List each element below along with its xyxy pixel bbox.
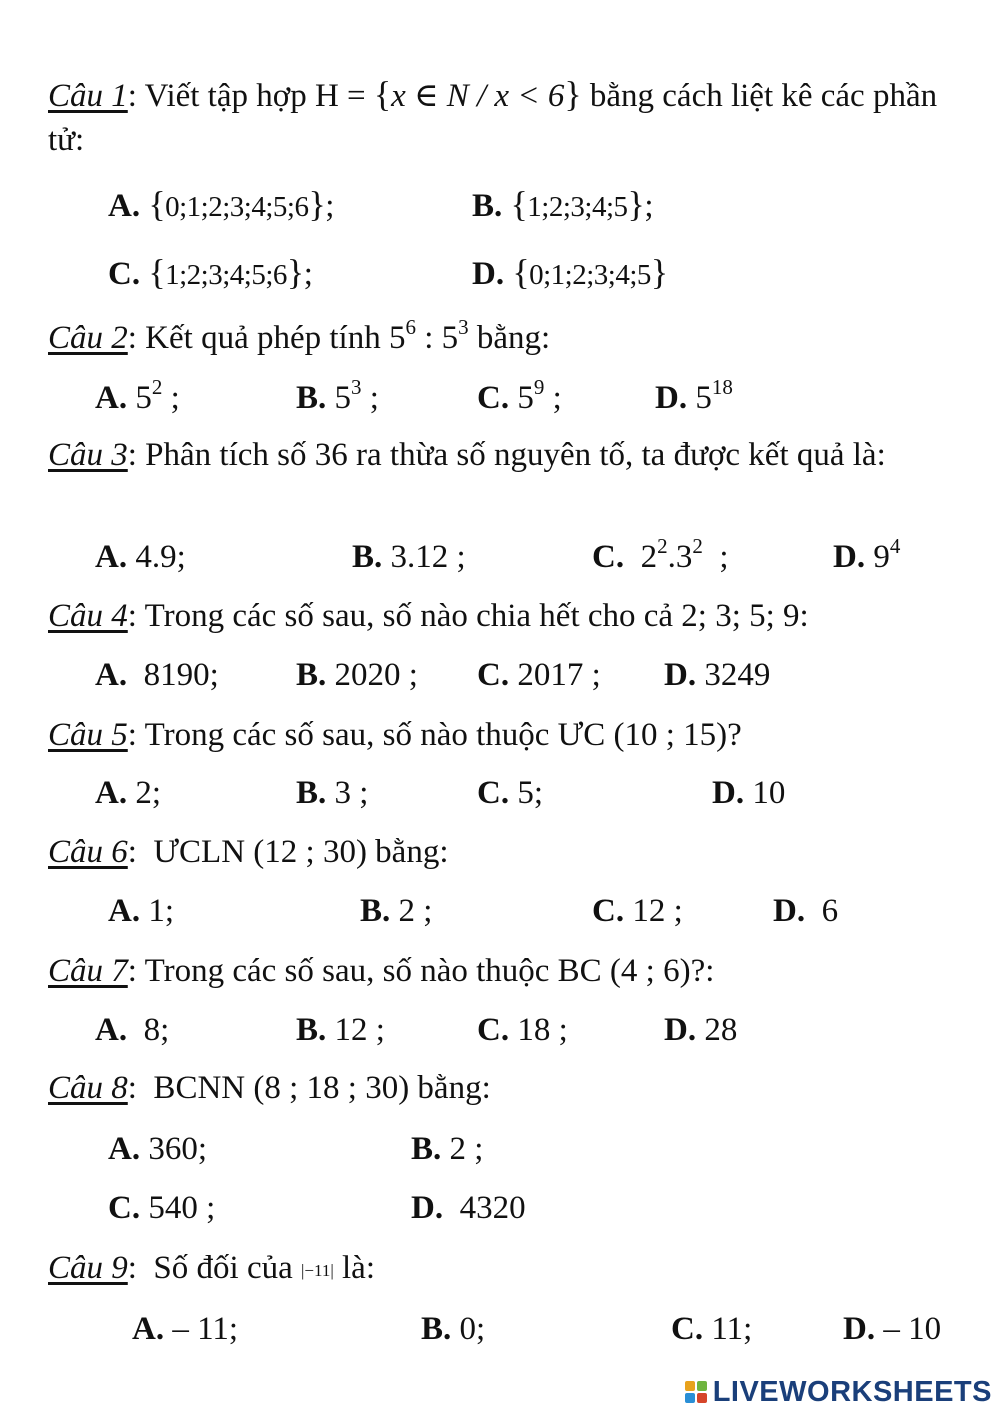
exponent: 6 xyxy=(405,315,416,339)
option-letter: B. xyxy=(296,380,327,416)
question-text: : Viết tập hợp xyxy=(127,78,315,114)
option-letter: C. xyxy=(108,256,141,292)
question-text: : BCNN (8 ; 18 ; 30) bằng: xyxy=(127,1070,491,1106)
option-c[interactable] xyxy=(592,889,683,933)
option-letter: B. xyxy=(472,188,503,224)
option-letter: A. xyxy=(95,1012,128,1048)
option-suffix: ; xyxy=(162,380,180,416)
option-suffix: ; xyxy=(544,380,562,416)
logo-square xyxy=(697,1393,707,1403)
exponent: 18 xyxy=(711,375,733,399)
option-letter: A. xyxy=(95,380,128,416)
option-base: 5 xyxy=(135,380,152,416)
option-c[interactable] xyxy=(477,376,562,420)
option-letter: C. xyxy=(671,1311,704,1347)
brace-close: } xyxy=(564,74,582,114)
option-value: 28 xyxy=(704,1012,738,1048)
question-4 xyxy=(48,594,968,638)
option-b[interactable] xyxy=(352,535,466,579)
option-value: 2; xyxy=(135,775,162,811)
absolute-value-expression: |−11| xyxy=(301,1261,334,1280)
option-letter: C. xyxy=(477,380,510,416)
option-letter: D. xyxy=(712,775,745,811)
option-letter: D. xyxy=(833,539,866,575)
option-letter: B. xyxy=(296,657,327,693)
option-value: 360; xyxy=(148,1131,208,1167)
option-d[interactable] xyxy=(833,535,900,579)
option-d[interactable] xyxy=(664,1008,737,1052)
option-d[interactable] xyxy=(773,889,838,933)
question-5 xyxy=(48,713,968,757)
question-label: Câu 7 xyxy=(48,953,128,989)
option-value: 12 ; xyxy=(334,1012,385,1048)
option-letter: B. xyxy=(296,775,327,811)
option-value: 1; xyxy=(148,893,175,929)
question-label: Câu 6 xyxy=(48,834,128,870)
option-b[interactable] xyxy=(296,376,379,420)
option-b[interactable] xyxy=(472,182,653,229)
question-text: : Số đối của xyxy=(127,1250,301,1286)
option-letter: D. xyxy=(472,256,505,292)
exponent: 3 xyxy=(351,375,362,399)
question-text: : 5 xyxy=(415,320,459,356)
question-1 xyxy=(48,72,968,162)
brand-name: LIVEWORKSHEETS xyxy=(712,1375,992,1408)
set-definition xyxy=(314,74,582,114)
question-label: Câu 5 xyxy=(48,717,128,753)
option-value: 1;2;3;4;5 xyxy=(527,191,628,223)
option-value: 8190; xyxy=(143,657,219,693)
exponent: 4 xyxy=(889,534,901,558)
option-value: 2017 ; xyxy=(517,657,601,693)
option-value: 12 ; xyxy=(632,893,683,929)
question-text: : Phân tích số 36 ra thừa số nguyên tố, ta được kết quả là: xyxy=(127,437,886,473)
option-letter: A. xyxy=(108,1131,141,1167)
logo-square xyxy=(685,1381,695,1391)
option-value: .3 xyxy=(667,539,693,575)
option-a[interactable] xyxy=(95,376,180,420)
option-c[interactable] xyxy=(108,250,313,297)
option-value: 0;1;2;3;4;5;6 xyxy=(165,191,309,223)
option-letter: B. xyxy=(352,539,383,575)
option-d[interactable] xyxy=(843,1307,941,1351)
option-value: 0; xyxy=(459,1311,486,1347)
option-set: {1;2;3;4;5;6} xyxy=(148,252,304,292)
question-text: : Kết quả phép tính 5 xyxy=(127,320,406,356)
option-base: 9 xyxy=(873,539,890,575)
option-letter: D. xyxy=(411,1190,444,1226)
option-suffix: ; xyxy=(702,539,729,575)
exponent: 9 xyxy=(533,375,545,399)
option-letter: B. xyxy=(411,1131,442,1167)
set-name: H = xyxy=(314,78,374,114)
question-text: : Trong các số sau, số nào thuộc ƯC (10 ; 15)? xyxy=(127,717,742,753)
option-letter: B. xyxy=(296,1012,327,1048)
option-d[interactable] xyxy=(411,1186,526,1230)
option-b[interactable] xyxy=(296,771,368,815)
option-c[interactable] xyxy=(477,653,601,697)
option-value: 0;1;2;3;4;5 xyxy=(529,259,651,291)
question-6 xyxy=(48,830,968,874)
question-8 xyxy=(48,1066,968,1110)
question-label: Câu 8 xyxy=(48,1070,128,1106)
option-value: 8; xyxy=(143,1012,170,1048)
question-label: Câu 3 xyxy=(48,437,128,473)
question-9 xyxy=(48,1246,968,1293)
option-c[interactable] xyxy=(671,1307,752,1351)
set-expression: x ∈ N / x < 6 xyxy=(391,78,565,114)
option-letter: A. xyxy=(108,188,141,224)
brace-open: { xyxy=(373,74,392,114)
question-label: Câu 4 xyxy=(48,598,128,634)
option-d[interactable] xyxy=(472,250,668,297)
option-b[interactable] xyxy=(411,1127,483,1171)
option-value: 2 ; xyxy=(398,893,433,929)
option-b[interactable] xyxy=(360,889,432,933)
option-a[interactable] xyxy=(108,889,174,933)
question-text-end: là: xyxy=(333,1250,375,1286)
question-text-end: bằng cách liệt kê các phần tử: xyxy=(48,78,938,158)
option-letter: C. xyxy=(477,657,510,693)
option-c[interactable] xyxy=(477,1008,568,1052)
option-letter: C. xyxy=(592,893,625,929)
option-base: 5 xyxy=(517,380,534,416)
question-label: Câu 2 xyxy=(48,320,128,356)
question-3 xyxy=(48,433,968,477)
option-letter: C. xyxy=(592,539,625,575)
option-base: 2 xyxy=(640,539,658,575)
option-a[interactable] xyxy=(95,653,219,697)
option-value: 540 ; xyxy=(148,1190,216,1226)
exponent: 2 xyxy=(692,534,703,558)
option-set: {0;1;2;3;4;5;6} xyxy=(148,184,326,224)
option-suffix: ; xyxy=(361,380,379,416)
option-letter: D. xyxy=(664,657,697,693)
question-7 xyxy=(48,949,968,993)
option-c[interactable] xyxy=(108,1186,215,1230)
option-letter: B. xyxy=(421,1311,452,1347)
option-a[interactable] xyxy=(95,535,186,579)
option-letter: C. xyxy=(477,1012,510,1048)
option-suffix: ; xyxy=(303,256,313,292)
option-base: 5 xyxy=(695,380,712,416)
option-b[interactable] xyxy=(296,653,418,697)
question-text: : Trong các số sau, số nào chia hết cho cả 2; 3; 5; 9: xyxy=(127,598,809,634)
option-a[interactable] xyxy=(108,1127,207,1171)
option-base: 5 xyxy=(334,380,352,416)
option-letter: A. xyxy=(95,539,128,575)
option-letter: B. xyxy=(360,893,391,929)
option-value: 1;2;3;4;5;6 xyxy=(165,259,287,291)
option-value: 2020 ; xyxy=(334,657,418,693)
option-value: 4320 xyxy=(459,1190,526,1226)
option-value: – 10 xyxy=(883,1311,942,1347)
question-label: Câu 9 xyxy=(48,1250,128,1286)
option-value: 18 ; xyxy=(517,1012,568,1048)
option-value: 11; xyxy=(711,1311,753,1347)
option-letter: C. xyxy=(477,775,510,811)
option-letter: A. xyxy=(108,893,141,929)
option-letter: D. xyxy=(843,1311,876,1347)
option-c[interactable] xyxy=(477,771,543,815)
option-set: {0;1;2;3;4;5} xyxy=(512,252,668,292)
option-suffix: ; xyxy=(325,188,335,224)
liveworksheets-logo-icon xyxy=(685,1381,707,1403)
option-d[interactable] xyxy=(712,771,785,815)
option-value: – 11; xyxy=(172,1311,239,1347)
option-a[interactable] xyxy=(95,771,161,815)
option-a[interactable] xyxy=(132,1307,238,1351)
question-text: : ƯCLN (12 ; 30) bằng: xyxy=(127,834,449,870)
option-letter: A. xyxy=(95,657,128,693)
option-letter: A. xyxy=(95,775,128,811)
option-letter: D. xyxy=(664,1012,697,1048)
exponent: 2 xyxy=(151,375,163,399)
question-2 xyxy=(48,316,968,360)
question-text: : Trong các số sau, số nào thuộc BC (4 ; 6)?: xyxy=(127,953,715,989)
option-value: 5; xyxy=(517,775,544,811)
option-b[interactable] xyxy=(421,1307,485,1351)
option-value: 3 ; xyxy=(334,775,369,811)
option-letter: D. xyxy=(773,893,806,929)
option-d[interactable] xyxy=(664,653,770,697)
option-value: 2 ; xyxy=(449,1131,484,1167)
liveworksheets-footer[interactable] xyxy=(685,1373,992,1411)
option-c[interactable] xyxy=(592,535,729,579)
option-value: 4.9; xyxy=(135,539,186,575)
exponent: 3 xyxy=(458,315,469,339)
option-d[interactable] xyxy=(655,376,733,420)
logo-square xyxy=(697,1381,707,1391)
option-suffix: ; xyxy=(644,188,654,224)
option-value: 10 xyxy=(752,775,786,811)
question-text: bằng: xyxy=(468,320,551,356)
logo-square xyxy=(685,1393,695,1403)
option-value: 6 xyxy=(821,893,839,929)
option-letter: A. xyxy=(132,1311,165,1347)
option-letter: D. xyxy=(655,380,688,416)
option-letter: C. xyxy=(108,1190,141,1226)
option-value: 3249 xyxy=(704,657,771,693)
option-set: {1;2;3;4;5} xyxy=(510,184,645,224)
exponent: 2 xyxy=(657,534,668,558)
option-a[interactable] xyxy=(108,182,334,229)
option-a[interactable] xyxy=(95,1008,169,1052)
question-label: Câu 1 xyxy=(48,78,128,114)
option-value: 3.12 ; xyxy=(390,539,466,575)
option-b[interactable] xyxy=(296,1008,385,1052)
